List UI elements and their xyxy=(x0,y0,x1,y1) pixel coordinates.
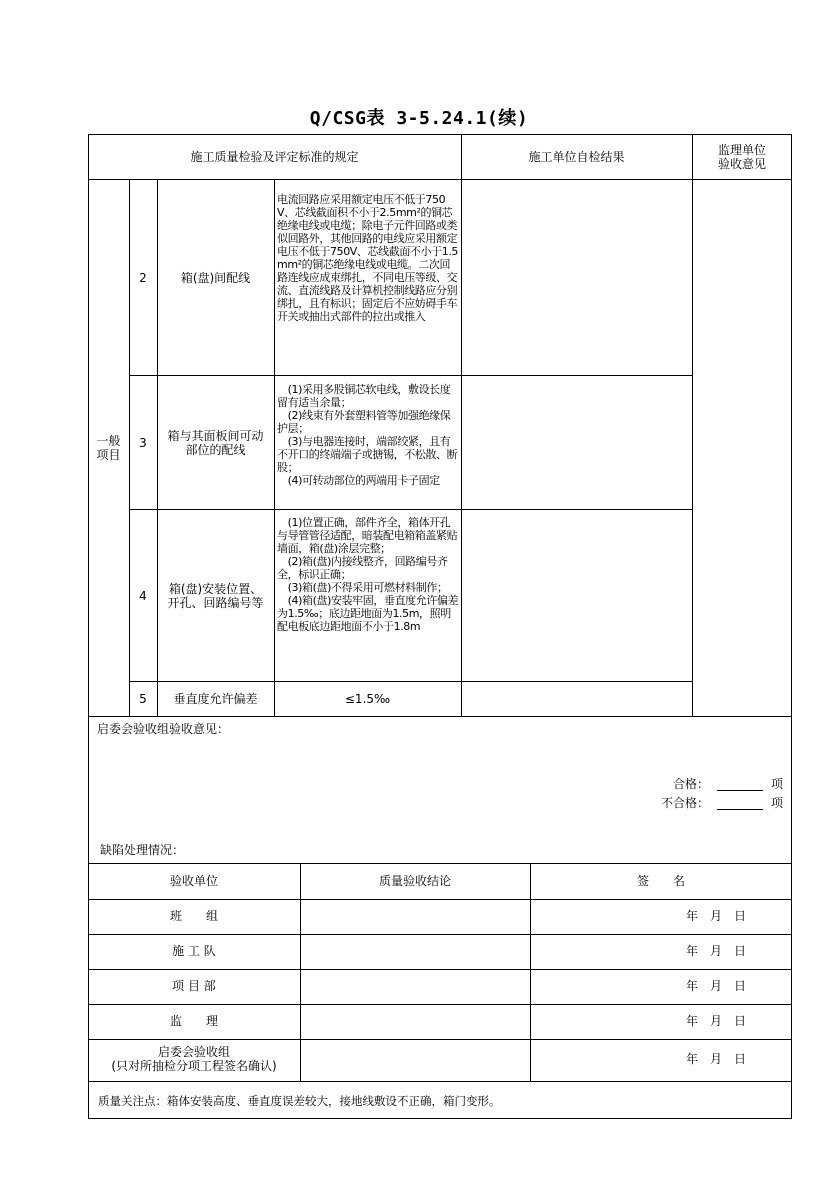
item-requirement: 电流回路应采用额定电压不低于750V、芯线截面积不小于2.5mm²的铜芯绝缘电线或电缆；除电子元件回路或类似回路外，其他回路的电线应采用额定电压不低于750V、芯线截面不小于1.5mm²的铜芯绝缘电线或电缆。二次回路连线应成束绑扎，不同电压等级、交流、直流线路及计算机控制线路应分别绑扎，且有标识；固定后不应妨碍手车开关或抽出式部件的拉出或推入 xyxy=(277,193,459,323)
header-supervisor: 监理单位 验收意见 xyxy=(717,143,766,171)
sign-row-date: 年 月 日 xyxy=(686,979,747,993)
item-name: 箱(盘)安装位置、 开孔、回路编号等 xyxy=(167,582,264,610)
sign-row-unit: 项 目 部 xyxy=(172,979,216,993)
item-no: 4 xyxy=(139,589,147,603)
header-standard: 施工质量检验及评定标准的规定 xyxy=(190,150,359,164)
fail-count-blank[interactable] xyxy=(717,797,763,810)
sign-row-unit: 施 工 队 xyxy=(172,944,216,958)
item-requirement: ≤1.5‰ xyxy=(344,692,391,706)
sign-row-date: 年 月 日 xyxy=(686,909,747,923)
sign-header-unit: 验收单位 xyxy=(169,874,218,888)
sign-row-date: 年 月 日 xyxy=(686,1052,747,1066)
sign-row-date: 年 月 日 xyxy=(686,944,747,958)
category-label: 一般 项目 xyxy=(96,434,121,462)
fail-label: 不合格： xyxy=(660,796,709,810)
sign-header-signature: 签 名 xyxy=(636,874,685,888)
quality-focus-note: 质量关注点：箱体安装高度、垂直度误差较大，接地线敷设不正确，箱门变形。 xyxy=(98,1094,501,1108)
header-self-check: 施工单位自检结果 xyxy=(528,150,625,164)
defect-label: 缺陷处理情况： xyxy=(100,843,185,857)
sign-row-unit: 启委会验收组 (只对所抽检分项工程签名确认) xyxy=(111,1045,277,1073)
item-no: 5 xyxy=(139,692,147,706)
committee-opinion-label: 启委会验收组验收意见： xyxy=(97,722,230,736)
fail-unit: 项 xyxy=(770,796,783,810)
item-no: 2 xyxy=(139,271,147,285)
item-name: 垂直度允许偏差 xyxy=(173,692,258,706)
form-title: Q/CSG表 3-5.24.1(续) xyxy=(309,108,529,129)
item-requirement: (1)采用多股铜芯软电线，敷设长度留有适当余量； (2)线束有外套塑料管等加强绝缘保护层； (3)与电器连接时，端部绞紧，且有不开口的终端端子或搪锡，不松散、断股； (4)可转动部位的两端用卡子固定 xyxy=(277,383,458,487)
pass-count-blank[interactable] xyxy=(717,778,763,791)
pass-unit: 项 xyxy=(770,777,783,791)
fail-count-row xyxy=(661,796,783,810)
sign-row-unit: 班 组 xyxy=(169,909,218,923)
pass-count-row xyxy=(673,777,783,791)
item-name: 箱与其面板间可动 部位的配线 xyxy=(167,429,264,457)
sign-row-unit: 监 理 xyxy=(169,1014,218,1028)
item-no: 3 xyxy=(139,436,147,450)
item-name: 箱(盘)间配线 xyxy=(180,271,251,285)
item-requirement: (1)位置正确，部件齐全，箱体开孔与导管管径适配，暗装配电箱箱盖紧贴墙面，箱(盘)涂层完整； (2)箱(盘)内接线整齐，回路编号齐全，标识正确； (3)箱(盘)不得采用可燃材料制作； (4)箱(盘)安装牢固，垂直度允许偏差为1.5‰；底边距地面为1.5m，照明配电板底边距地面不小于1.8m xyxy=(277,516,459,633)
sign-header-conclusion: 质量验收结论 xyxy=(378,874,451,888)
pass-label: 合格： xyxy=(672,777,709,791)
sign-row-date: 年 月 日 xyxy=(686,1014,747,1028)
